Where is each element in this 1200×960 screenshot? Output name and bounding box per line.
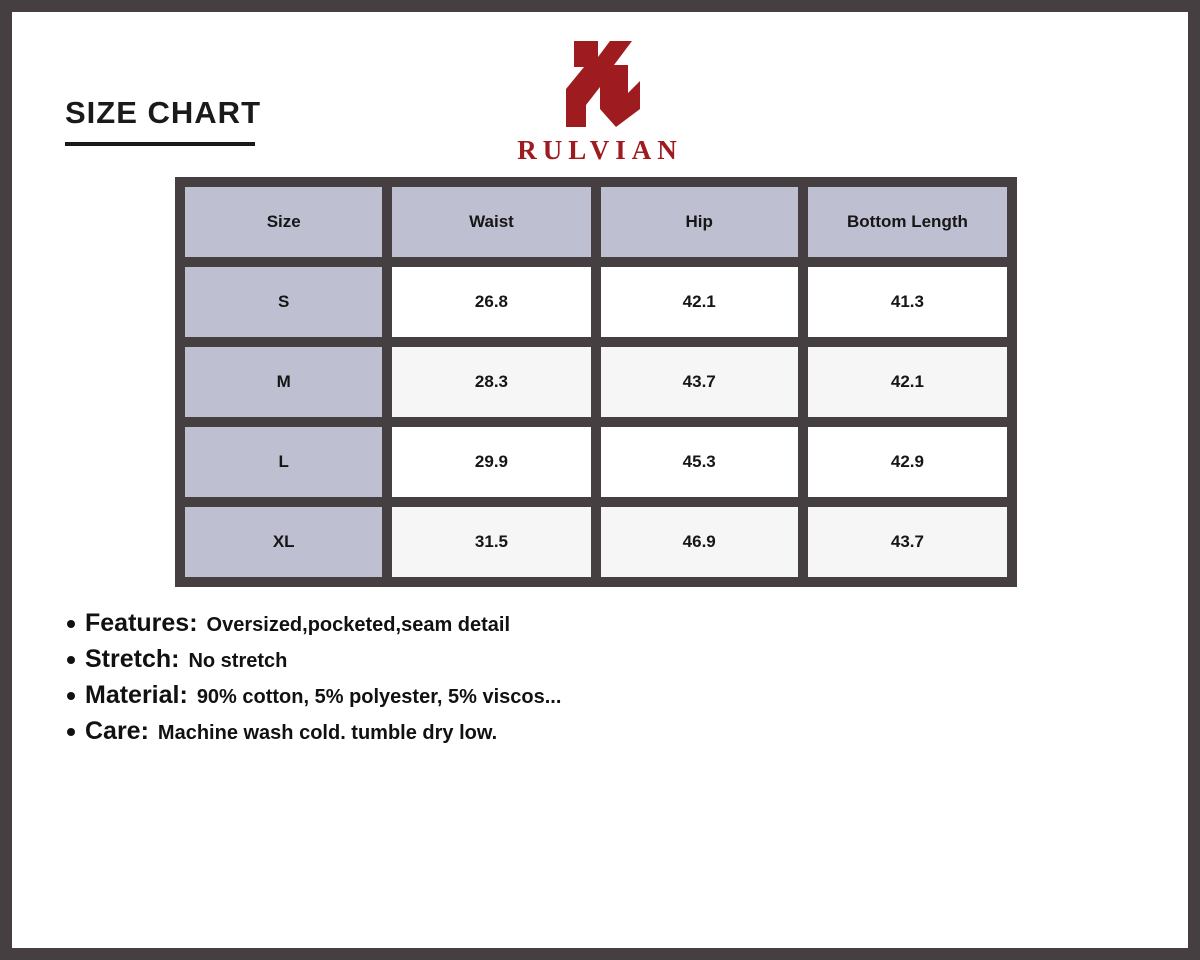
brand-block xyxy=(15,35,1185,166)
cell-bottom-length: 42.1 xyxy=(803,342,1012,422)
table-header-hip: Hip xyxy=(596,182,803,262)
bullet-icon xyxy=(67,728,75,736)
cell-size: XL xyxy=(180,502,387,582)
detail-label: Care: xyxy=(85,717,149,745)
size-table xyxy=(175,177,1017,587)
list-item xyxy=(67,681,1185,710)
size-table-wrap xyxy=(175,177,1125,587)
cell-hip: 45.3 xyxy=(596,422,803,502)
size-chart-sheet xyxy=(12,12,1188,948)
cell-waist: 26.8 xyxy=(387,262,595,342)
cell-size: M xyxy=(180,342,387,422)
bullet-icon xyxy=(67,620,75,628)
bullet-icon xyxy=(67,692,75,700)
table-header-size: Size xyxy=(180,182,387,262)
cell-waist: 28.3 xyxy=(387,342,595,422)
table-row xyxy=(180,342,1012,422)
rulvian-monogram-icon xyxy=(540,35,660,131)
list-item xyxy=(67,645,1185,674)
cell-size: S xyxy=(180,262,387,342)
list-item xyxy=(67,717,1185,746)
product-details-list xyxy=(67,609,1185,746)
cell-hip: 46.9 xyxy=(596,502,803,582)
table-row xyxy=(180,422,1012,502)
table-header-row xyxy=(180,182,1012,262)
detail-value: 90% cotton, 5% polyester, 5% viscos... xyxy=(196,686,562,708)
table-header-bottom-length: Bottom Length xyxy=(803,182,1012,262)
cell-waist: 29.9 xyxy=(387,422,595,502)
cell-size: L xyxy=(180,422,387,502)
detail-value: Machine wash cold. tumble dry low. xyxy=(157,722,498,744)
detail-value: Oversized,pocketed,seam detail xyxy=(206,614,511,636)
cell-waist: 31.5 xyxy=(387,502,595,582)
cell-hip: 42.1 xyxy=(596,262,803,342)
cell-bottom-length: 42.9 xyxy=(803,422,1012,502)
cell-hip: 43.7 xyxy=(596,342,803,422)
cell-bottom-length: 43.7 xyxy=(803,502,1012,582)
brand-name: RULVIAN xyxy=(517,135,683,165)
detail-label: Stretch: xyxy=(85,645,180,673)
table-header-waist: Waist xyxy=(387,182,595,262)
table-row xyxy=(180,502,1012,582)
page-title: SIZE CHART xyxy=(65,95,261,130)
table-row xyxy=(180,262,1012,342)
header xyxy=(15,15,1185,175)
detail-label: Material: xyxy=(85,681,188,709)
list-item xyxy=(67,609,1185,638)
detail-value: No stretch xyxy=(188,650,288,672)
detail-label: Features: xyxy=(85,609,198,637)
cell-bottom-length: 41.3 xyxy=(803,262,1012,342)
bullet-icon xyxy=(67,656,75,664)
